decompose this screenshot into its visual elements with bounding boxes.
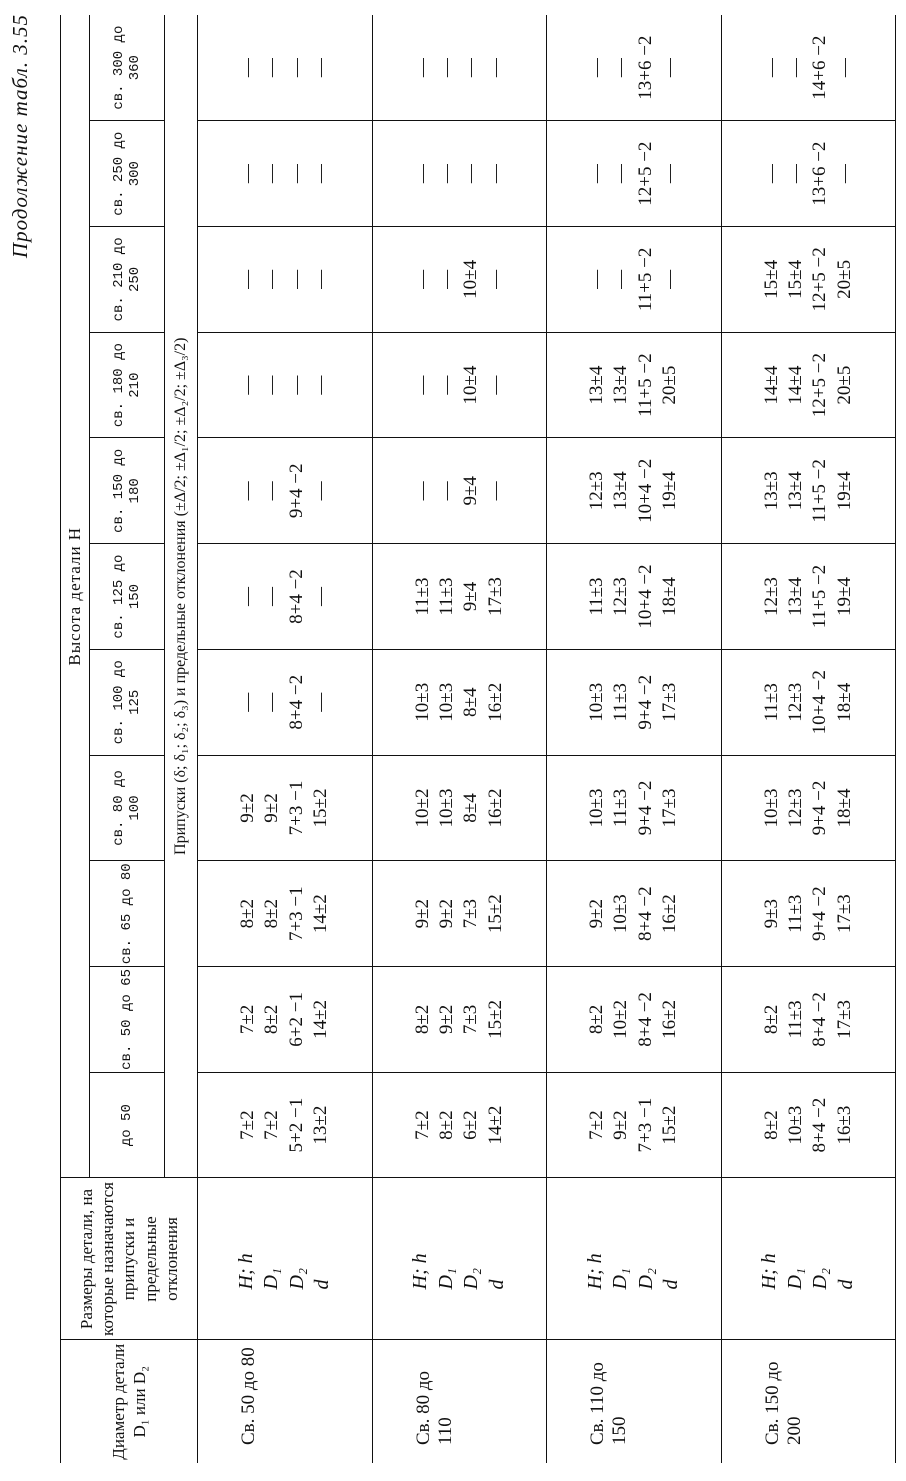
allowance-value: 10±3 bbox=[784, 1105, 806, 1145]
allowance-value: — bbox=[411, 164, 433, 184]
allowance-value: 17±3 bbox=[659, 682, 681, 722]
allowance-cell bbox=[547, 1072, 722, 1178]
allowance-value: — bbox=[484, 269, 506, 289]
table-row bbox=[372, 15, 547, 1463]
allowance-value: 10+4 −2 bbox=[809, 670, 831, 735]
height-range-header: св. 65 до 80 bbox=[90, 861, 165, 967]
allowance-value: 9+4 −2 bbox=[634, 674, 656, 730]
allowance-value: 19±4 bbox=[833, 577, 855, 617]
allowance-cell bbox=[721, 332, 896, 438]
allowance-value: — bbox=[310, 164, 332, 184]
allowance-value: 7+3 −1 bbox=[634, 1097, 656, 1153]
allowance-value: — bbox=[784, 164, 806, 184]
allowance-cell bbox=[372, 15, 547, 121]
allowance-value: 7+3 −1 bbox=[285, 780, 307, 836]
allowance-cell bbox=[198, 649, 373, 755]
allowance-value: 16±2 bbox=[484, 788, 506, 828]
height-range-header: св. 210 до 250 bbox=[90, 227, 165, 333]
allowance-value: 8+4 −2 bbox=[285, 569, 307, 624]
allowance-value: 11±3 bbox=[760, 683, 782, 722]
allowance-cell bbox=[721, 967, 896, 1073]
allowance-value: 14±4 bbox=[784, 365, 806, 405]
allowance-value: 6±2 bbox=[460, 1110, 482, 1140]
allowance-value: 16±3 bbox=[833, 1105, 855, 1145]
allowance-value: 7±2 bbox=[586, 1110, 608, 1140]
allowance-value: — bbox=[411, 269, 433, 289]
allowance-value: — bbox=[435, 164, 457, 184]
allowance-value: 20±5 bbox=[659, 365, 681, 405]
allowance-value: 8+4 −2 bbox=[809, 992, 831, 1047]
allowance-value: — bbox=[261, 375, 283, 395]
allowance-value: 6+2 −1 bbox=[285, 992, 307, 1047]
allowance-value: — bbox=[760, 164, 782, 184]
allowance-value: 13+6 −2 bbox=[809, 141, 831, 206]
allowance-value: — bbox=[310, 692, 332, 712]
allowance-value: 14+6 −2 bbox=[809, 35, 831, 100]
allowance-value: 8±4 bbox=[460, 793, 482, 823]
diameter-range: Св. 150 до 200 bbox=[721, 1340, 896, 1463]
allowance-cell bbox=[372, 649, 547, 755]
allowance-cell bbox=[547, 861, 722, 967]
allowance-cell bbox=[547, 967, 722, 1073]
allowance-cell bbox=[372, 1072, 547, 1178]
allowance-value: — bbox=[659, 164, 681, 184]
allowance-value: 8+4 −2 bbox=[634, 992, 656, 1047]
allowance-cell bbox=[547, 15, 722, 121]
allowance-cell bbox=[721, 1072, 896, 1178]
allowance-value: 18±4 bbox=[659, 577, 681, 617]
allowance-cell bbox=[372, 967, 547, 1073]
allowance-value: 10±3 bbox=[586, 788, 608, 828]
allowance-value: 8±4 bbox=[460, 687, 482, 717]
height-range-header: св. 100 до 125 bbox=[90, 649, 165, 755]
dimension-symbol: d bbox=[485, 1279, 508, 1290]
allowance-value: — bbox=[237, 58, 259, 78]
allowance-value: 9±2 bbox=[237, 793, 259, 823]
allowance-value: 19±4 bbox=[833, 471, 855, 511]
header-note: Припуски (δ; δ₁; δ₂; δ₃) и предельные отклонения (±Δ/2; ±Δ₁/2; ±Δ₂/2; ±Δ₃/2) bbox=[165, 15, 198, 1178]
allowance-value: 11±3 bbox=[784, 1000, 806, 1039]
table-row bbox=[198, 15, 373, 1463]
allowance-value: 12±3 bbox=[586, 471, 608, 511]
allowance-cell bbox=[372, 227, 547, 333]
allowance-value: 14±2 bbox=[310, 894, 332, 934]
dimension-symbol: D₂ bbox=[809, 1268, 832, 1290]
height-range-header: св. 300 до 360 bbox=[90, 15, 165, 121]
allowance-value: 13±4 bbox=[784, 471, 806, 511]
allowance-value: 11+5 −2 bbox=[809, 459, 831, 523]
allowance-cell bbox=[198, 755, 373, 861]
dimension-symbols bbox=[198, 1178, 373, 1340]
allowance-value: — bbox=[435, 375, 457, 395]
allowance-cell bbox=[198, 438, 373, 544]
allowance-value: 17±3 bbox=[659, 788, 681, 828]
allowance-value: 10±4 bbox=[460, 259, 482, 299]
allowance-value: 8±2 bbox=[760, 1110, 782, 1140]
allowance-value: — bbox=[435, 481, 457, 501]
diameter-range: Св. 50 до 80 bbox=[198, 1340, 373, 1463]
allowance-value: 17±3 bbox=[833, 999, 855, 1039]
allowance-value: 9±2 bbox=[411, 898, 433, 929]
allowance-value: — bbox=[261, 58, 283, 78]
allowance-cell bbox=[372, 544, 547, 650]
allowance-value: 15±4 bbox=[760, 259, 782, 299]
allowance-value: 11±3 bbox=[411, 577, 433, 616]
allowance-cell bbox=[198, 544, 373, 650]
allowance-table bbox=[60, 15, 896, 1463]
allowance-value: — bbox=[659, 269, 681, 289]
dimension-symbol: H; h bbox=[234, 1253, 257, 1290]
dimension-symbol: D₁ bbox=[260, 1268, 283, 1290]
allowance-value: 14±2 bbox=[310, 999, 332, 1039]
dimension-symbol: D₁ bbox=[783, 1268, 806, 1290]
allowance-cell bbox=[198, 1072, 373, 1178]
allowance-value: — bbox=[833, 164, 855, 184]
allowance-value: 8±2 bbox=[411, 1004, 433, 1035]
allowance-value: 15±2 bbox=[310, 788, 332, 828]
allowance-cell bbox=[547, 438, 722, 544]
allowance-value: — bbox=[285, 58, 307, 78]
allowance-value: — bbox=[460, 58, 482, 78]
allowance-value: — bbox=[237, 481, 259, 501]
allowance-value: 8±2 bbox=[435, 1110, 457, 1140]
allowance-value: — bbox=[586, 269, 608, 289]
allowance-value: 9+4 −2 bbox=[809, 886, 831, 942]
diameter-range: Св. 110 до 150 bbox=[547, 1340, 722, 1463]
allowance-cell bbox=[721, 121, 896, 227]
allowance-value: — bbox=[610, 58, 632, 78]
header-dimensions: Размеры детали, на которые назначаются припуски и предельные отклонения bbox=[61, 1178, 198, 1340]
dimension-symbol: H; h bbox=[583, 1253, 606, 1290]
allowance-value: — bbox=[784, 58, 806, 78]
allowance-value: 12±3 bbox=[784, 682, 806, 722]
allowance-value: 12+5 −2 bbox=[809, 353, 831, 418]
allowance-value: — bbox=[310, 58, 332, 78]
allowance-value: 13±4 bbox=[586, 365, 608, 405]
allowance-cell bbox=[198, 967, 373, 1073]
allowance-value: — bbox=[586, 58, 608, 78]
allowance-value: — bbox=[484, 58, 506, 78]
allowance-cell bbox=[198, 861, 373, 967]
allowance-value: 19±4 bbox=[659, 471, 681, 511]
allowance-cell bbox=[547, 332, 722, 438]
allowance-value: — bbox=[310, 375, 332, 395]
dimension-symbol: D₂ bbox=[460, 1268, 483, 1290]
height-range-header: св. 250 до 300 bbox=[90, 121, 165, 227]
allowance-value: — bbox=[484, 375, 506, 395]
allowance-value: 17±3 bbox=[833, 894, 855, 934]
diameter-range: Св. 80 до 110 bbox=[372, 1340, 547, 1463]
allowance-value: 13±3 bbox=[760, 471, 782, 511]
allowance-cell bbox=[547, 649, 722, 755]
allowance-cell bbox=[721, 649, 896, 755]
allowance-value: 10+4 −2 bbox=[634, 458, 656, 523]
allowance-value: — bbox=[237, 269, 259, 289]
allowance-value: — bbox=[285, 164, 307, 184]
allowance-value: — bbox=[261, 587, 283, 607]
allowance-value: 9±4 bbox=[460, 581, 482, 612]
height-range-header: св. 80 до 100 bbox=[90, 755, 165, 861]
allowance-cell bbox=[721, 544, 896, 650]
allowance-value: 7+3 −1 bbox=[285, 886, 307, 942]
allowance-value: — bbox=[237, 164, 259, 184]
allowance-cell bbox=[198, 15, 373, 121]
dimension-symbols bbox=[372, 1178, 547, 1340]
dimension-symbol: d bbox=[660, 1279, 683, 1290]
allowance-value: 11±3 bbox=[610, 788, 632, 828]
allowance-value: 16±2 bbox=[659, 999, 681, 1039]
allowance-value: 7±3 bbox=[460, 1004, 482, 1035]
allowance-cell bbox=[547, 227, 722, 333]
allowance-value: 10±3 bbox=[435, 682, 457, 722]
allowance-value: — bbox=[411, 375, 433, 395]
allowance-value: 7±2 bbox=[237, 1004, 259, 1035]
allowance-value: — bbox=[659, 58, 681, 78]
allowance-value: 10±3 bbox=[586, 682, 608, 722]
allowance-value: 10±3 bbox=[610, 894, 632, 934]
allowance-value: 9+4 −2 bbox=[634, 780, 656, 836]
allowance-value: 12±3 bbox=[784, 788, 806, 828]
allowance-value: — bbox=[484, 481, 506, 501]
allowance-value: 5+2 −1 bbox=[285, 1097, 307, 1153]
allowance-value: 11±3 bbox=[435, 577, 457, 616]
allowance-cell bbox=[721, 15, 896, 121]
allowance-value: 11+5 −2 bbox=[809, 564, 831, 629]
allowance-value: 16±2 bbox=[484, 682, 506, 722]
allowance-cell bbox=[372, 121, 547, 227]
header-diameter: Диаметр детали D₁ или D₂ bbox=[61, 1340, 198, 1463]
allowance-value: — bbox=[310, 587, 332, 607]
header-height: Высота детали H bbox=[61, 15, 90, 1178]
allowance-value: — bbox=[610, 269, 632, 289]
dimension-symbol: D₂ bbox=[285, 1268, 308, 1290]
allowance-value: — bbox=[261, 692, 283, 712]
allowance-value: — bbox=[310, 481, 332, 501]
dimension-symbol: d bbox=[834, 1279, 857, 1290]
height-range-header: до 50 bbox=[90, 1072, 165, 1178]
allowance-cell bbox=[721, 755, 896, 861]
allowance-value: 12±3 bbox=[760, 577, 782, 617]
allowance-value: 12±3 bbox=[610, 577, 632, 617]
dimension-symbols bbox=[547, 1178, 722, 1340]
allowance-value: — bbox=[760, 58, 782, 78]
allowance-value: — bbox=[285, 269, 307, 289]
allowance-value: 10±3 bbox=[435, 788, 457, 828]
allowance-value: 12+5 −2 bbox=[634, 141, 656, 206]
allowance-value: 10±3 bbox=[760, 788, 782, 828]
allowance-value: 11+5 −2 bbox=[634, 353, 656, 417]
allowance-cell bbox=[198, 121, 373, 227]
allowance-value: 9±2 bbox=[261, 793, 283, 823]
allowance-value: 10±2 bbox=[610, 999, 632, 1039]
allowance-value: — bbox=[237, 375, 259, 395]
allowance-value: 13±4 bbox=[610, 471, 632, 511]
allowance-cell bbox=[547, 755, 722, 861]
allowance-value: 13±2 bbox=[310, 1105, 332, 1145]
allowance-value: — bbox=[261, 481, 283, 501]
allowance-value: 9+4 −2 bbox=[285, 463, 307, 519]
allowance-value: 17±3 bbox=[484, 577, 506, 617]
allowance-cell bbox=[721, 227, 896, 333]
allowance-cell bbox=[198, 332, 373, 438]
allowance-value: 7±2 bbox=[261, 1110, 283, 1140]
allowance-value: — bbox=[411, 481, 433, 501]
allowance-value: — bbox=[310, 269, 332, 289]
allowance-value: 7±2 bbox=[411, 1110, 433, 1140]
allowance-value: 16±2 bbox=[659, 894, 681, 934]
allowance-value: 9±2 bbox=[435, 1004, 457, 1035]
allowance-value: 15±2 bbox=[484, 999, 506, 1039]
allowance-value: 8±2 bbox=[261, 1004, 283, 1035]
dimension-symbol: H; h bbox=[758, 1253, 781, 1290]
allowance-cell bbox=[372, 861, 547, 967]
height-range-header: св. 50 до 65 bbox=[90, 967, 165, 1073]
allowance-value: 15±2 bbox=[484, 894, 506, 934]
dimension-symbols bbox=[721, 1178, 896, 1340]
allowance-value: 8±2 bbox=[760, 1004, 782, 1035]
allowance-cell bbox=[372, 755, 547, 861]
allowance-value: 13+6 −2 bbox=[634, 35, 656, 100]
allowance-value: — bbox=[833, 58, 855, 78]
height-range-header: св. 180 до 210 bbox=[90, 332, 165, 438]
allowance-value: 10±2 bbox=[411, 788, 433, 828]
allowance-value: 9±3 bbox=[760, 898, 782, 929]
allowance-value: — bbox=[237, 692, 259, 712]
table-caption: Продолжение табл. 3.55 bbox=[8, 14, 32, 259]
allowance-value: — bbox=[586, 164, 608, 184]
allowance-value: 8+4 −2 bbox=[809, 1097, 831, 1153]
dimension-symbol: D₂ bbox=[634, 1268, 657, 1290]
allowance-value: 11±3 bbox=[586, 577, 608, 616]
allowance-value: 18±4 bbox=[833, 788, 855, 828]
allowance-value: 8±2 bbox=[237, 898, 259, 929]
allowance-value: — bbox=[435, 269, 457, 289]
allowance-value: 10±3 bbox=[411, 682, 433, 722]
allowance-value: 9+4 −2 bbox=[809, 780, 831, 836]
allowance-cell bbox=[372, 332, 547, 438]
allowance-cell bbox=[547, 121, 722, 227]
table-row bbox=[547, 15, 722, 1463]
allowance-value: 20±5 bbox=[833, 259, 855, 299]
table-row bbox=[721, 15, 896, 1463]
allowance-value: 7±2 bbox=[237, 1110, 259, 1140]
allowance-value: 9±4 bbox=[460, 476, 482, 506]
allowance-cell bbox=[721, 861, 896, 967]
dimension-symbol: H; h bbox=[409, 1253, 432, 1290]
allowance-cell bbox=[198, 227, 373, 333]
allowance-value: — bbox=[610, 164, 632, 184]
allowance-value: — bbox=[460, 164, 482, 184]
allowance-value: 9±2 bbox=[435, 898, 457, 929]
allowance-value: 7±3 bbox=[460, 898, 482, 929]
allowance-value: 8±2 bbox=[261, 898, 283, 929]
allowance-value: 8±2 bbox=[586, 1004, 608, 1035]
allowance-value: 10+4 −2 bbox=[634, 564, 656, 629]
allowance-value: 14±4 bbox=[760, 365, 782, 405]
allowance-value: 13±4 bbox=[610, 365, 632, 405]
allowance-value: 8+4 −2 bbox=[634, 886, 656, 942]
allowance-cell bbox=[547, 544, 722, 650]
table-body bbox=[198, 15, 896, 1463]
allowance-value: — bbox=[237, 587, 259, 607]
allowance-value: 13±4 bbox=[784, 577, 806, 617]
allowance-value: — bbox=[411, 58, 433, 78]
allowance-value: 20±5 bbox=[833, 365, 855, 405]
height-range-header: св. 150 до 180 bbox=[90, 438, 165, 544]
allowance-value: 14±2 bbox=[484, 1105, 506, 1145]
allowance-value: 9±2 bbox=[610, 1110, 632, 1140]
height-range-header: св. 125 до 150 bbox=[90, 544, 165, 650]
dimension-symbol: D₁ bbox=[434, 1268, 457, 1290]
allowance-value: 12+5 −2 bbox=[809, 247, 831, 312]
allowance-value: — bbox=[435, 58, 457, 78]
allowance-value: 8+4 −2 bbox=[285, 674, 307, 730]
dimension-symbol: d bbox=[311, 1279, 334, 1290]
allowance-value: 15±4 bbox=[784, 259, 806, 299]
allowance-value: — bbox=[261, 269, 283, 289]
allowance-value: 11+5 −2 bbox=[634, 247, 656, 312]
allowance-value: 11±3 bbox=[784, 894, 806, 933]
allowance-value: 11±3 bbox=[610, 683, 632, 722]
allowance-value: 9±2 bbox=[586, 898, 608, 929]
allowance-value: 10±4 bbox=[460, 365, 482, 405]
allowance-value: 15±2 bbox=[659, 1105, 681, 1145]
dimension-symbol: D₁ bbox=[609, 1268, 632, 1290]
allowance-value: — bbox=[484, 164, 506, 184]
allowance-cell bbox=[372, 438, 547, 544]
allowance-value: 18±4 bbox=[833, 682, 855, 722]
allowance-cell bbox=[721, 438, 896, 544]
allowance-value: — bbox=[285, 375, 307, 395]
allowance-value: — bbox=[261, 164, 283, 184]
